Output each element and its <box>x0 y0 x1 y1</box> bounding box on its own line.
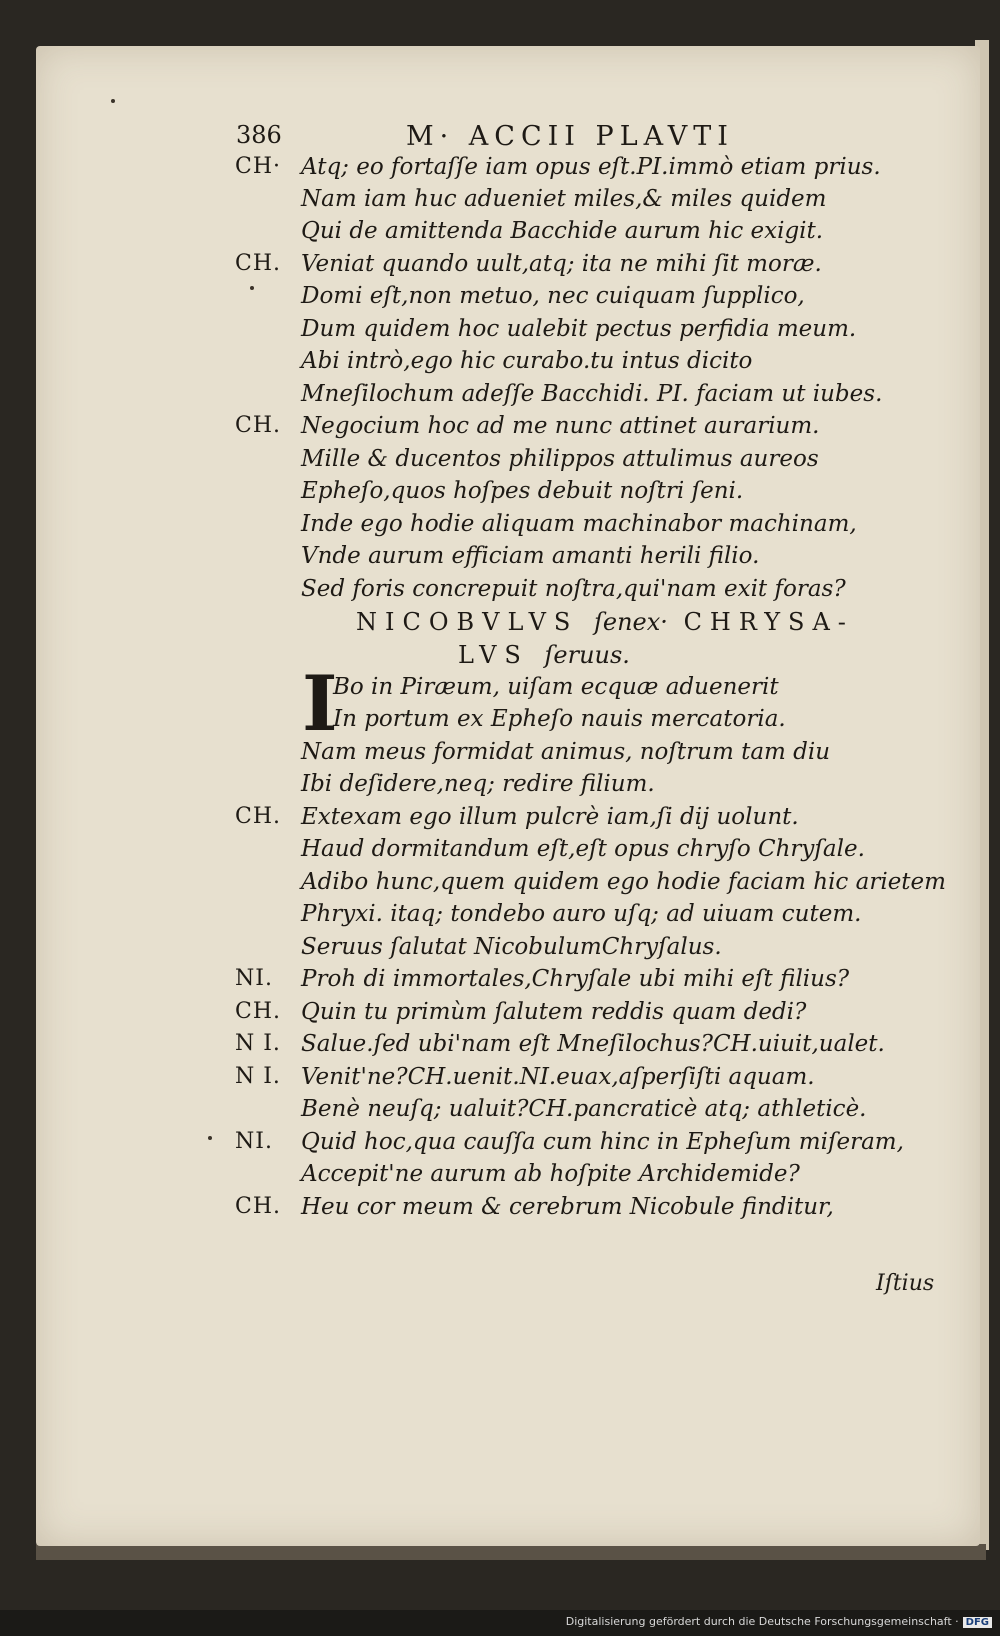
scene-heading-line-1 <box>356 608 854 636</box>
verse-line <box>36 1031 980 1063</box>
character-role: ſeruus. <box>544 641 630 669</box>
verse-line <box>36 836 980 868</box>
verse-line <box>36 869 980 901</box>
running-head <box>36 121 980 153</box>
verse-line <box>36 576 980 608</box>
verse-text: Sed foris concrepuit noſtra,qui'nam exit foras? <box>301 576 846 602</box>
verse-text: Domi eſt,non metuo, nec cuiquam ſupplico, <box>301 283 805 309</box>
speaker: CH. <box>235 251 282 276</box>
verse-line <box>36 1194 980 1226</box>
verse-line <box>36 706 980 738</box>
verse-text: Accepit'ne aurum ab hoſpite Archidemide? <box>301 1161 800 1187</box>
verse-line <box>36 1096 980 1128</box>
ink-speck <box>250 286 254 290</box>
verse-line <box>36 934 980 966</box>
running-title: M· ACCII PLAVTI <box>406 121 734 152</box>
verse-line <box>36 999 980 1031</box>
verse-line <box>36 543 980 575</box>
drop-cap: I <box>302 659 338 748</box>
verse-text: Mille & ducentos philippos attulimus aureos <box>301 446 819 472</box>
verse-line <box>36 511 980 543</box>
verse-line <box>36 186 980 218</box>
page-number: 386 <box>236 121 282 149</box>
catchword: Iſtius <box>876 1271 935 1296</box>
page-shadow <box>36 1544 986 1560</box>
verse-line <box>36 739 980 771</box>
speaker: NI. <box>235 1129 273 1154</box>
verse-text: Qui de amittenda Bacchide aurum hic exigit. <box>301 218 824 244</box>
verse-text: Haud dormitandum eſt,eſt opus chryſo Chryſale. <box>301 836 865 862</box>
verse-line <box>36 674 980 706</box>
verse-line <box>36 283 980 315</box>
verse-text: Nam meus formidat animus, noſtrum tam diu <box>301 739 831 765</box>
verse-line <box>36 901 980 933</box>
verse-text: Seruus ſalutat NicobulumChryſalus. <box>301 934 722 960</box>
verse-text: Phryxi. itaq; tondebo auro uſq; ad uiuam cutem. <box>301 901 862 927</box>
speaker: NI. <box>235 966 273 991</box>
speaker: CH. <box>235 999 282 1024</box>
page-text <box>36 46 980 1546</box>
book-page <box>36 46 980 1546</box>
scene-heading-line-2 <box>458 641 630 669</box>
character-role: ſenex· <box>594 608 668 636</box>
speaker: CH. <box>235 1194 282 1219</box>
verse-text: Vnde aurum efficiam amanti herili filio. <box>301 543 760 569</box>
verse-text: Adibo hunc,quem quidem ego hodie faciam hic arietem <box>301 869 946 895</box>
scene-heading <box>36 641 980 673</box>
verse-line <box>36 413 980 445</box>
verse-line <box>36 1161 980 1193</box>
character-name: NICOBVLVS <box>356 608 579 636</box>
verse-text: In portum ex Epheſo nauis mercatoria. <box>333 706 786 732</box>
verse-text: Negocium hoc ad me nunc attinet aurarium. <box>301 413 820 439</box>
ink-speck <box>111 99 115 103</box>
verse-text: Nam iam huc adueniet miles,& miles quidem <box>301 186 827 212</box>
verse-line <box>36 804 980 836</box>
speaker: N I. <box>235 1064 281 1089</box>
verse-line <box>36 154 980 186</box>
dfg-logo: DFG <box>963 1617 992 1628</box>
verse-text: Salue.ſed ubi'nam eſt Mneſilochus?CH.uiuit,ualet. <box>301 1031 885 1057</box>
verse-line <box>36 218 980 250</box>
verse-line <box>36 771 980 803</box>
character-name: CHRYSA- <box>683 608 854 636</box>
verse-text: Extexam ego illum pulcrè iam,ſi dij uolunt. <box>301 804 799 830</box>
speaker: CH· <box>235 154 282 179</box>
verse-text: Epheſo,quos hoſpes debuit noſtri ſeni. <box>301 478 744 504</box>
verse-text: Ibi deſidere,neq; redire filium. <box>301 771 655 797</box>
digitization-credit <box>566 1615 992 1628</box>
verse-text: Quid hoc,qua cauſſa cum hinc in Epheſum miſeram, <box>301 1129 904 1155</box>
credit-text: Digitalisierung gefördert durch die Deutsche Forschungsgemeinschaft · <box>565 1615 959 1628</box>
verse-line <box>36 478 980 510</box>
verse-line <box>36 966 980 998</box>
speaker: N I. <box>235 1031 281 1056</box>
verse-text: Heu cor meum & cerebrum Nicobule finditur, <box>301 1194 834 1220</box>
scene-heading <box>36 608 980 640</box>
verse-line <box>36 1129 980 1161</box>
verse-line <box>36 1064 980 1096</box>
speaker: CH. <box>235 804 282 829</box>
verse-text: Inde ego hodie aliquam machinabor machinam, <box>301 511 857 537</box>
verse-text: Dum quidem hoc ualebit pectus perfidia meum. <box>301 316 857 342</box>
verse-text: Mneſilochum adeſſe Bacchidi. PI. faciam ut iubes. <box>301 381 883 407</box>
verse-line <box>36 446 980 478</box>
verse-text: Bo in Piræum, uiſam ecquæ aduenerit <box>333 674 779 700</box>
verse-text: Benè neuſq; ualuit?CH.pancraticè atq; athleticè. <box>301 1096 867 1122</box>
verse-text: Abi intrò,ego hic curabo.tu intus dicito <box>301 348 753 374</box>
verse-line <box>36 251 980 283</box>
character-name: LVS <box>458 641 529 669</box>
verse-text: Proh di immortales,Chryſale ubi mihi eſt filius? <box>301 966 850 992</box>
ink-speck <box>208 1136 212 1140</box>
verse-line <box>36 348 980 380</box>
verse-text: Quin tu primùm ſalutem reddis quam dedi? <box>301 999 807 1025</box>
verse-text: Venit'ne?CH.uenit.NI.euax,aſperſiſti aquam. <box>301 1064 815 1090</box>
speaker: CH. <box>235 413 282 438</box>
verse-text: Veniat quando uult,atq; ita ne mihi ſit moræ. <box>301 251 822 277</box>
verse-text: Atq; eo fortaſſe iam opus eſt.PI.immò etiam prius. <box>301 154 881 180</box>
verse-line <box>36 316 980 348</box>
verse-line <box>36 381 980 413</box>
